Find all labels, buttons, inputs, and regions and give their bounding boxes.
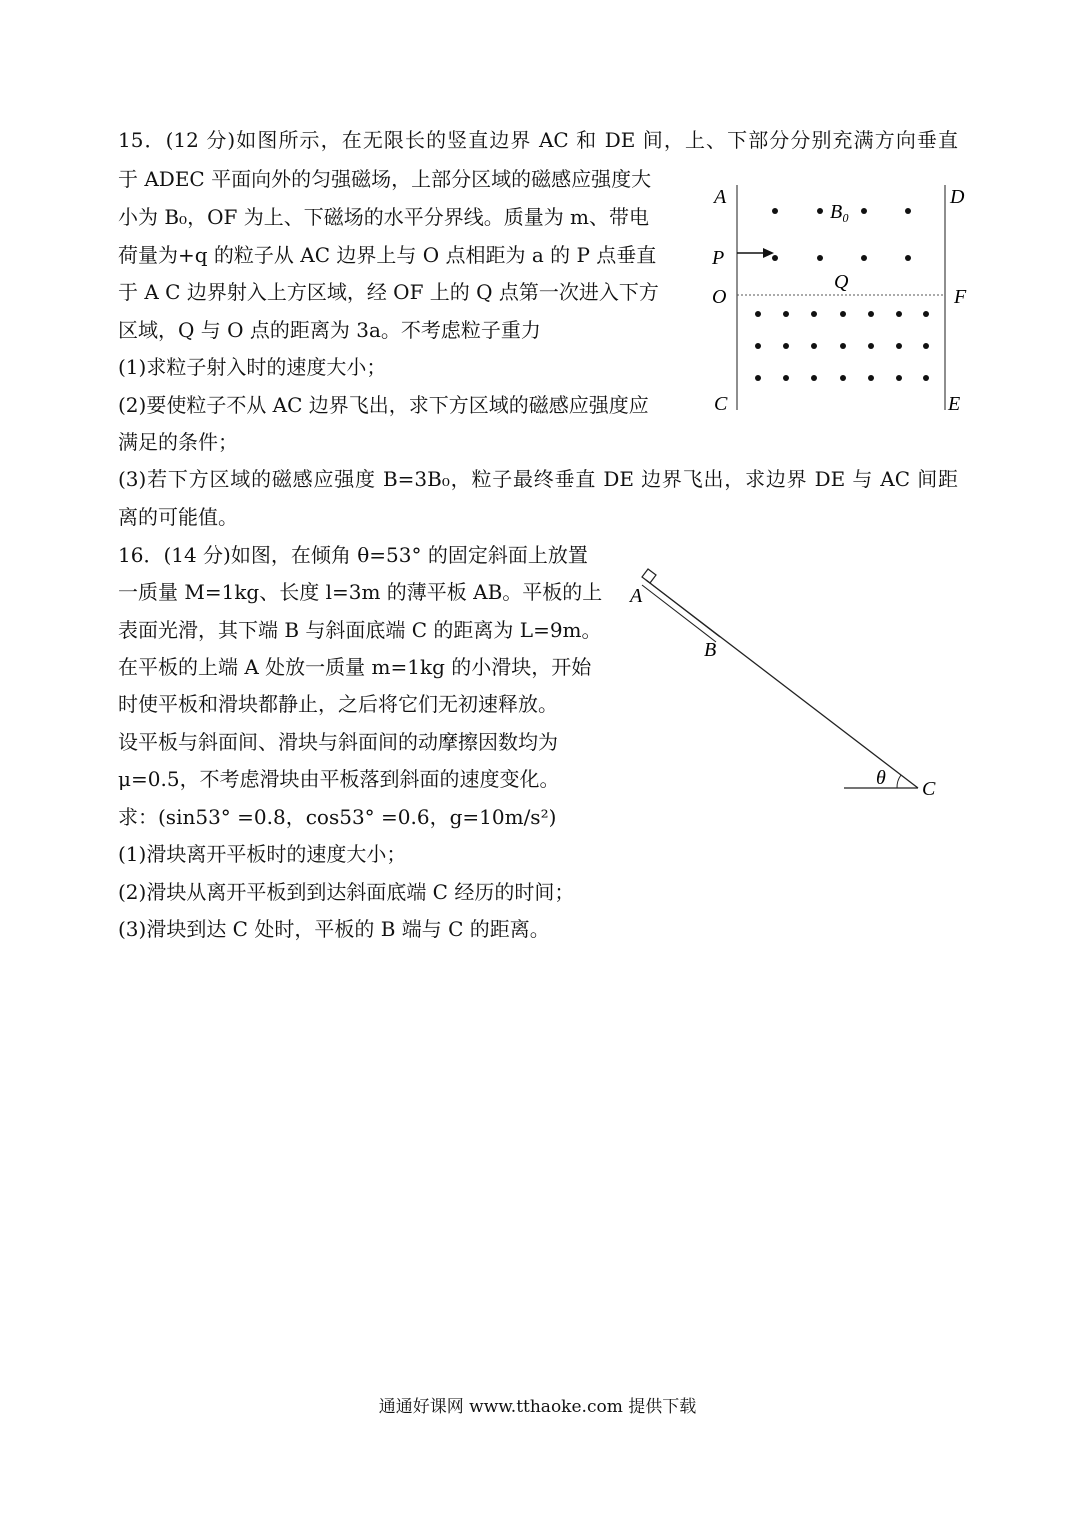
label-C: C xyxy=(714,393,728,415)
label-O: O xyxy=(712,286,727,308)
label-E: E xyxy=(948,393,961,415)
p15-line-5: 于 A C 边界射入上方区域，经 OF 上的 Q 点第一次进入下方 xyxy=(118,280,659,304)
p15-line-9: 满足的条件； xyxy=(118,430,238,454)
footer-text: 通通好课网 www.tthaoke.com 提供下载 xyxy=(378,1397,697,1417)
label-A-incline: A xyxy=(630,585,643,607)
p15-line-7: (1)求粒子射入时的速度大小； xyxy=(118,355,387,379)
label-theta: θ xyxy=(876,767,886,789)
label-Q: Q xyxy=(834,271,849,293)
p16-line-9: (1)滑块离开平板时的速度大小； xyxy=(118,842,407,866)
p15-line-4: 荷量为+q 的粒子从 AC 边界上与 O 点相距为 a 的 P 点垂直 xyxy=(118,243,657,267)
incline-figure xyxy=(620,560,950,805)
label-C-incline: C xyxy=(922,778,936,800)
p16-line-11: (3)滑块到达 C 处时，平板的 B 端与 C 的距离。 xyxy=(118,917,550,941)
label-B0: B₀ xyxy=(830,201,850,223)
p16-line-6: 设平板与斜面间、滑块与斜面间的动摩擦因数均为 xyxy=(118,730,558,754)
p15-line-3: 小为 B₀，OF 为上、下磁场的水平分界线。质量为 m、带电 xyxy=(118,205,650,229)
label-B-incline: B xyxy=(704,639,717,661)
p15-line-2: 于 ADEC 平面向外的匀强磁场，上部分区域的磁感应强度大 xyxy=(118,167,652,191)
p15-line-1: 15．(12 分)如图所示，在无限长的竖直边界 AC 和 DE 间，上、下部分分别充满方向垂直 xyxy=(118,128,958,152)
p15-line-11: 离的可能值。 xyxy=(118,505,238,529)
label-A: A xyxy=(714,186,727,208)
p16-line-1: 16．(14 分)如图，在倾角 θ=53° 的固定斜面上放置 xyxy=(118,543,588,567)
p16-line-2: 一质量 M=1kg、长度 l=3m 的薄平板 AB。平板的上 xyxy=(118,580,603,604)
p15-line-8: (2)要使粒子不从 AC 边界飞出，求下方区域的磁感应强度应 xyxy=(118,393,649,417)
label-D: D xyxy=(950,186,965,208)
p15-line-6: 区域，Q 与 O 点的距离为 3a。不考虑粒子重力 xyxy=(118,318,541,342)
p16-line-3: 表面光滑，其下端 B 与斜面底端 C 的距离为 L=9m。 xyxy=(118,618,602,642)
magnetic-field-figure xyxy=(700,175,990,425)
p15-line-10: (3)若下方区域的磁感应强度 B=3B₀，粒子最终垂直 DE 边界飞出，求边界 DE 与 AC 间距 xyxy=(118,467,958,491)
p16-line-4: 在平板的上端 A 处放一质量 m=1kg 的小滑块，开始 xyxy=(118,655,592,679)
label-F: F xyxy=(954,286,967,308)
p16-line-5: 时使平板和滑块都静止，之后将它们无初速释放。 xyxy=(118,692,558,716)
p16-line-10: (2)滑块从离开平板到到达斜面底端 C 经历的时间； xyxy=(118,880,575,904)
p16-line-8: 求：(sin53° =0.8，cos53° =0.6，g=10m/s²) xyxy=(118,805,557,829)
p16-line-7: μ=0.5，不考虑滑块由平板落到斜面的速度变化。 xyxy=(118,767,560,791)
label-P: P xyxy=(712,247,725,269)
